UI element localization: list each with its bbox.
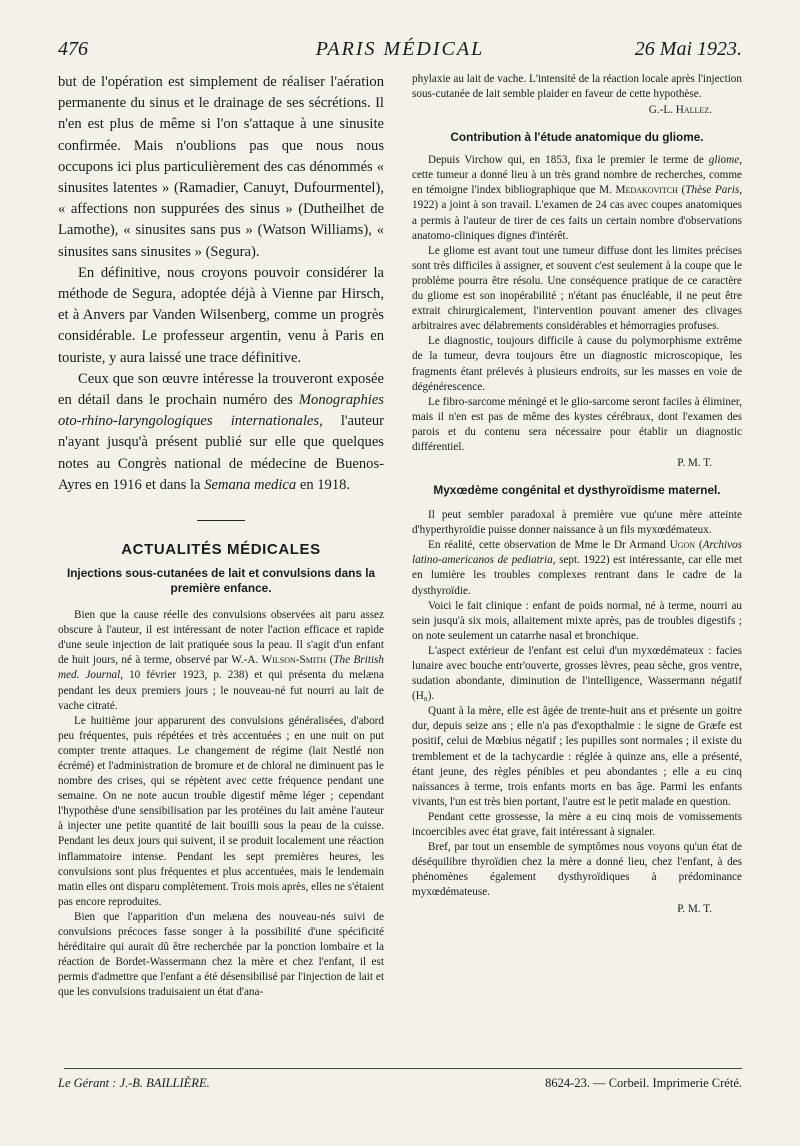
right-column bbox=[412, 72, 742, 917]
signature: G.-L. Hallez. bbox=[648, 104, 712, 117]
journal-title: PARIS MÉDICAL bbox=[315, 38, 485, 60]
left-column bbox=[58, 72, 384, 1001]
paragraph: Le huitième jour apparurent des convulsions généralisées, d'abord peu fréquentes, puis répétées et très accentuées ; en une nuit on put compter trente attaques. Le changement de régime (lait Nestlé non écrémé) et l'administration de bromure et de chloral ne diminuent pas le nombre des crises, qui se répètent avec cette fréquence pendant une semaine. On ne note aucun trouble digestif même léger ; cependant l'hypothèse d'une sensibilisation par les protéines du lait amène l'auteur à injecter une petite quantité de lait bouilli sous la peau de la cuisse. Pendant les deux jours qui suivent, il se produit localement une réaction inflammatoire intense. Pendant les sept premières heures, les convulsions sont plus fréquentes et plus accentuées, mais le lendemain matin elles ont disparu complètement. Trois mois après, elles ne s'étaient pas encore reproduites. bbox=[58, 714, 384, 908]
signature: P. M. T. bbox=[677, 457, 712, 470]
page-footer bbox=[58, 1076, 742, 1098]
article-title: Injections sous-cutanées de lait et convulsions dans la première enfance. bbox=[66, 566, 376, 596]
issue-date: 26 Mai 1923. bbox=[634, 38, 742, 60]
paragraph: but de l'opération est simplement de réaliser l'aération permanente du sinus et le drainage de ses sécrétions. Il n'en est plus de même si l'on s'attaque à une sinusite confirmée. Mais n'oublions pas que nous nous occupons ici plus particulièrement des cas dénommés « sinusites latentes » (Ramadier, Canuyt, Dufourmentel), « affections non suppurées des sinus » (Dutheilhet de Lamothe), « sinusites sans pus » (Watson Williams), « sinusites sans sinusites » (Segura). bbox=[58, 74, 384, 260]
page-number: 476 bbox=[58, 38, 88, 60]
paragraph: Bien que l'apparition d'un melæna des nouveau-nés suivi de convulsions précoces fasse songer à la possibilité d'une spécificité héréditaire qui aurait dû être recherchée par la ponction lombaire et la réaction de Bordet-Wassermann chez la mère et chez l'enfant, il est permis d'admettre que l'enfant a été désensibilisé par l'injection de lait et que les convulsions traduisaient un état d'ana- bbox=[58, 910, 384, 999]
printer-credit: 8624-23. — Corbeil. Imprimerie Crété. bbox=[545, 1076, 742, 1090]
paragraph: Le fibro-sarcome méningé et le glio-sarcome seront faciles à éliminer, mais il n'en est pas de même des kystes cérébraux, dont l'examen des parois et du contenu sera nécessaire pour établir un diagnostic différentiel. bbox=[412, 395, 742, 453]
paragraph: Depuis Virchow qui, en 1853, fixa le premier le terme de gliome, cette tumeur a donné lieu à un très grand nombre de recherches, comme en témoigne l'index bibliographique que M. Medakovitch (Thèse Paris, 1922) a joint à son travail. L'examen de 24 cas avec coupes anatomiques a permis à l'auteur de tirer de ces faits un certain nombre d'observations anatomo-cliniques dignes d'intérêt. bbox=[412, 154, 743, 242]
sinusitis-article-end bbox=[58, 72, 384, 496]
section-divider bbox=[197, 520, 245, 521]
signature: P. M. T. bbox=[677, 902, 712, 915]
paragraph: En réalité, cette observation de Mme le Dr Armand Ugon (Archivos latino-americanos de pediatria, sept. 1922) est intéressante, car elle met en lumière les troubles complexes rentrant dans le cadre de la dysthyroïdie. bbox=[412, 539, 742, 597]
paragraph: Bref, par tout un ensemble de symptômes nous voyons qu'un état de déséquilibre thyroïdien chez la mère a donné lieu, chez l'enfant, à des phénomènes également dysthyroïdiques à prédominance myxœdémateuse. bbox=[412, 841, 742, 899]
article-milk-injections bbox=[58, 608, 384, 1000]
paragraph: Ceux que son œuvre intéresse la trouveront exposée en détail dans le prochain numéro des Monographies oto-rhino-laryngologiques internationales, l'auteur n'ayant jusqu'à présent publié sur elle que quelques notes au Congrès national de médecine de Buenos-Ayres en 1916 et dans la Semana medica en 1918. bbox=[58, 370, 384, 493]
article-title: Contribution à l'étude anatomique du gliome. bbox=[450, 130, 704, 145]
paragraph: L'aspect extérieur de l'enfant est celui d'un myxœdémateux : facies lunaire avec bouche entr'ouverte, grosses lèvres, peau sèche, gros ventre, sudation abondante, diminution de l'intelligence, Wassermann négatif (H₈). bbox=[412, 644, 742, 703]
paragraph: Quant à la mère, elle est âgée de trente-huit ans et présente un goitre dur, depuis seize ans ; elle n'a pas d'exopthalmie : le signe de Græfe est positif, celui de Mœbius négatif ; les pupilles sont normales ; il existe du tremblement et de la tachycardie : réglée à quinze ans, elle a présenté, étant jeune, des règles pénibles et peu abondantes ; elle a eu cinq naissances à terme, trois enfants morts en bas âge. Parmi les enfants vivants, l'un est très bien portant, l'autre est le petit malade en question. bbox=[412, 705, 742, 808]
article-title: Myxœdème congénital et dysthyroïdisme maternel. bbox=[433, 483, 721, 498]
footer-rule bbox=[64, 1068, 742, 1069]
paragraph: Voici le fait clinique : enfant de poids normal, né à terme, nourri au sein jusqu'à six mois, allaitement mixte après, pas de troubles digestifs ; on note seulement un catarrhe nasal et bronchique. bbox=[412, 599, 742, 642]
paragraph: Bien que la cause réelle des convulsions observées ait paru assez obscure à l'auteur, il est intéressant de noter l'action efficace et rapide d'une seule injection de lait pratiquée sous la peau. Il s'agit d'un enfant de huit jours, né à terme, observé par W.-A. Wilson-Smith (The British med. Journal, 10 février 1923, p. 238) et qui présenta du melæna pendant les deux premiers jours ; le nouveau-né fut nourri au lait de vache citraté. bbox=[58, 609, 385, 712]
running-header bbox=[58, 38, 742, 68]
paragraph: Le diagnostic, toujours difficile à cause du polymorphisme extrême de la tumeur, devra toujours être un diagnostic microscopique, les fragments étant prélevés à plusieurs endroits, sur les masses en voie de dégénérescence. bbox=[412, 335, 742, 393]
paragraph: En définitive, nous croyons pouvoir considérer la méthode de Segura, adoptée déjà à Vienne par Hirsch, et à Anvers par Vanden Wilsenberg, comme un progrès considérable. Le professeur argentin, venu à Paris en touriste, y aura laissé une trace définitive. bbox=[58, 264, 384, 366]
paragraph: Pendant cette grossesse, la mère a eu cinq mois de vomissements incoercibles avec état grave, fait intéressant à signaler. bbox=[412, 810, 742, 839]
section-title: ACTUALITÉS MÉDICALES bbox=[121, 541, 321, 559]
paragraph: Il peut sembler paradoxal à première vue qu'une mère atteinte d'hyperthyroïdie puisse donner naissance à un fils myxœdémateux. bbox=[412, 509, 742, 537]
manager-credit: Le Gérant : J.-B. BAILLIÈRE. bbox=[58, 1076, 210, 1090]
paragraph: Le gliome est avant tout une tumeur diffuse dont les limites précises sont très difficiles à assigner, et souvent c'est seulement à la coupe que le problème pourra être résolu. Une conséquence pratique de ce caractère du gliome est son inopérabilité ; n'étant pas énucléable, il ne peut être extrait chirurgicalement, l'intervention pouvant amener des clivages arbitraires avec délabrements considérables et hémorragies profuses. bbox=[412, 244, 742, 333]
paragraph: phylaxie au lait de vache. L'intensité de la réaction locale après l'injection sous-cutanée de lait semble plaider en faveur de cette hypothèse. bbox=[412, 73, 742, 101]
